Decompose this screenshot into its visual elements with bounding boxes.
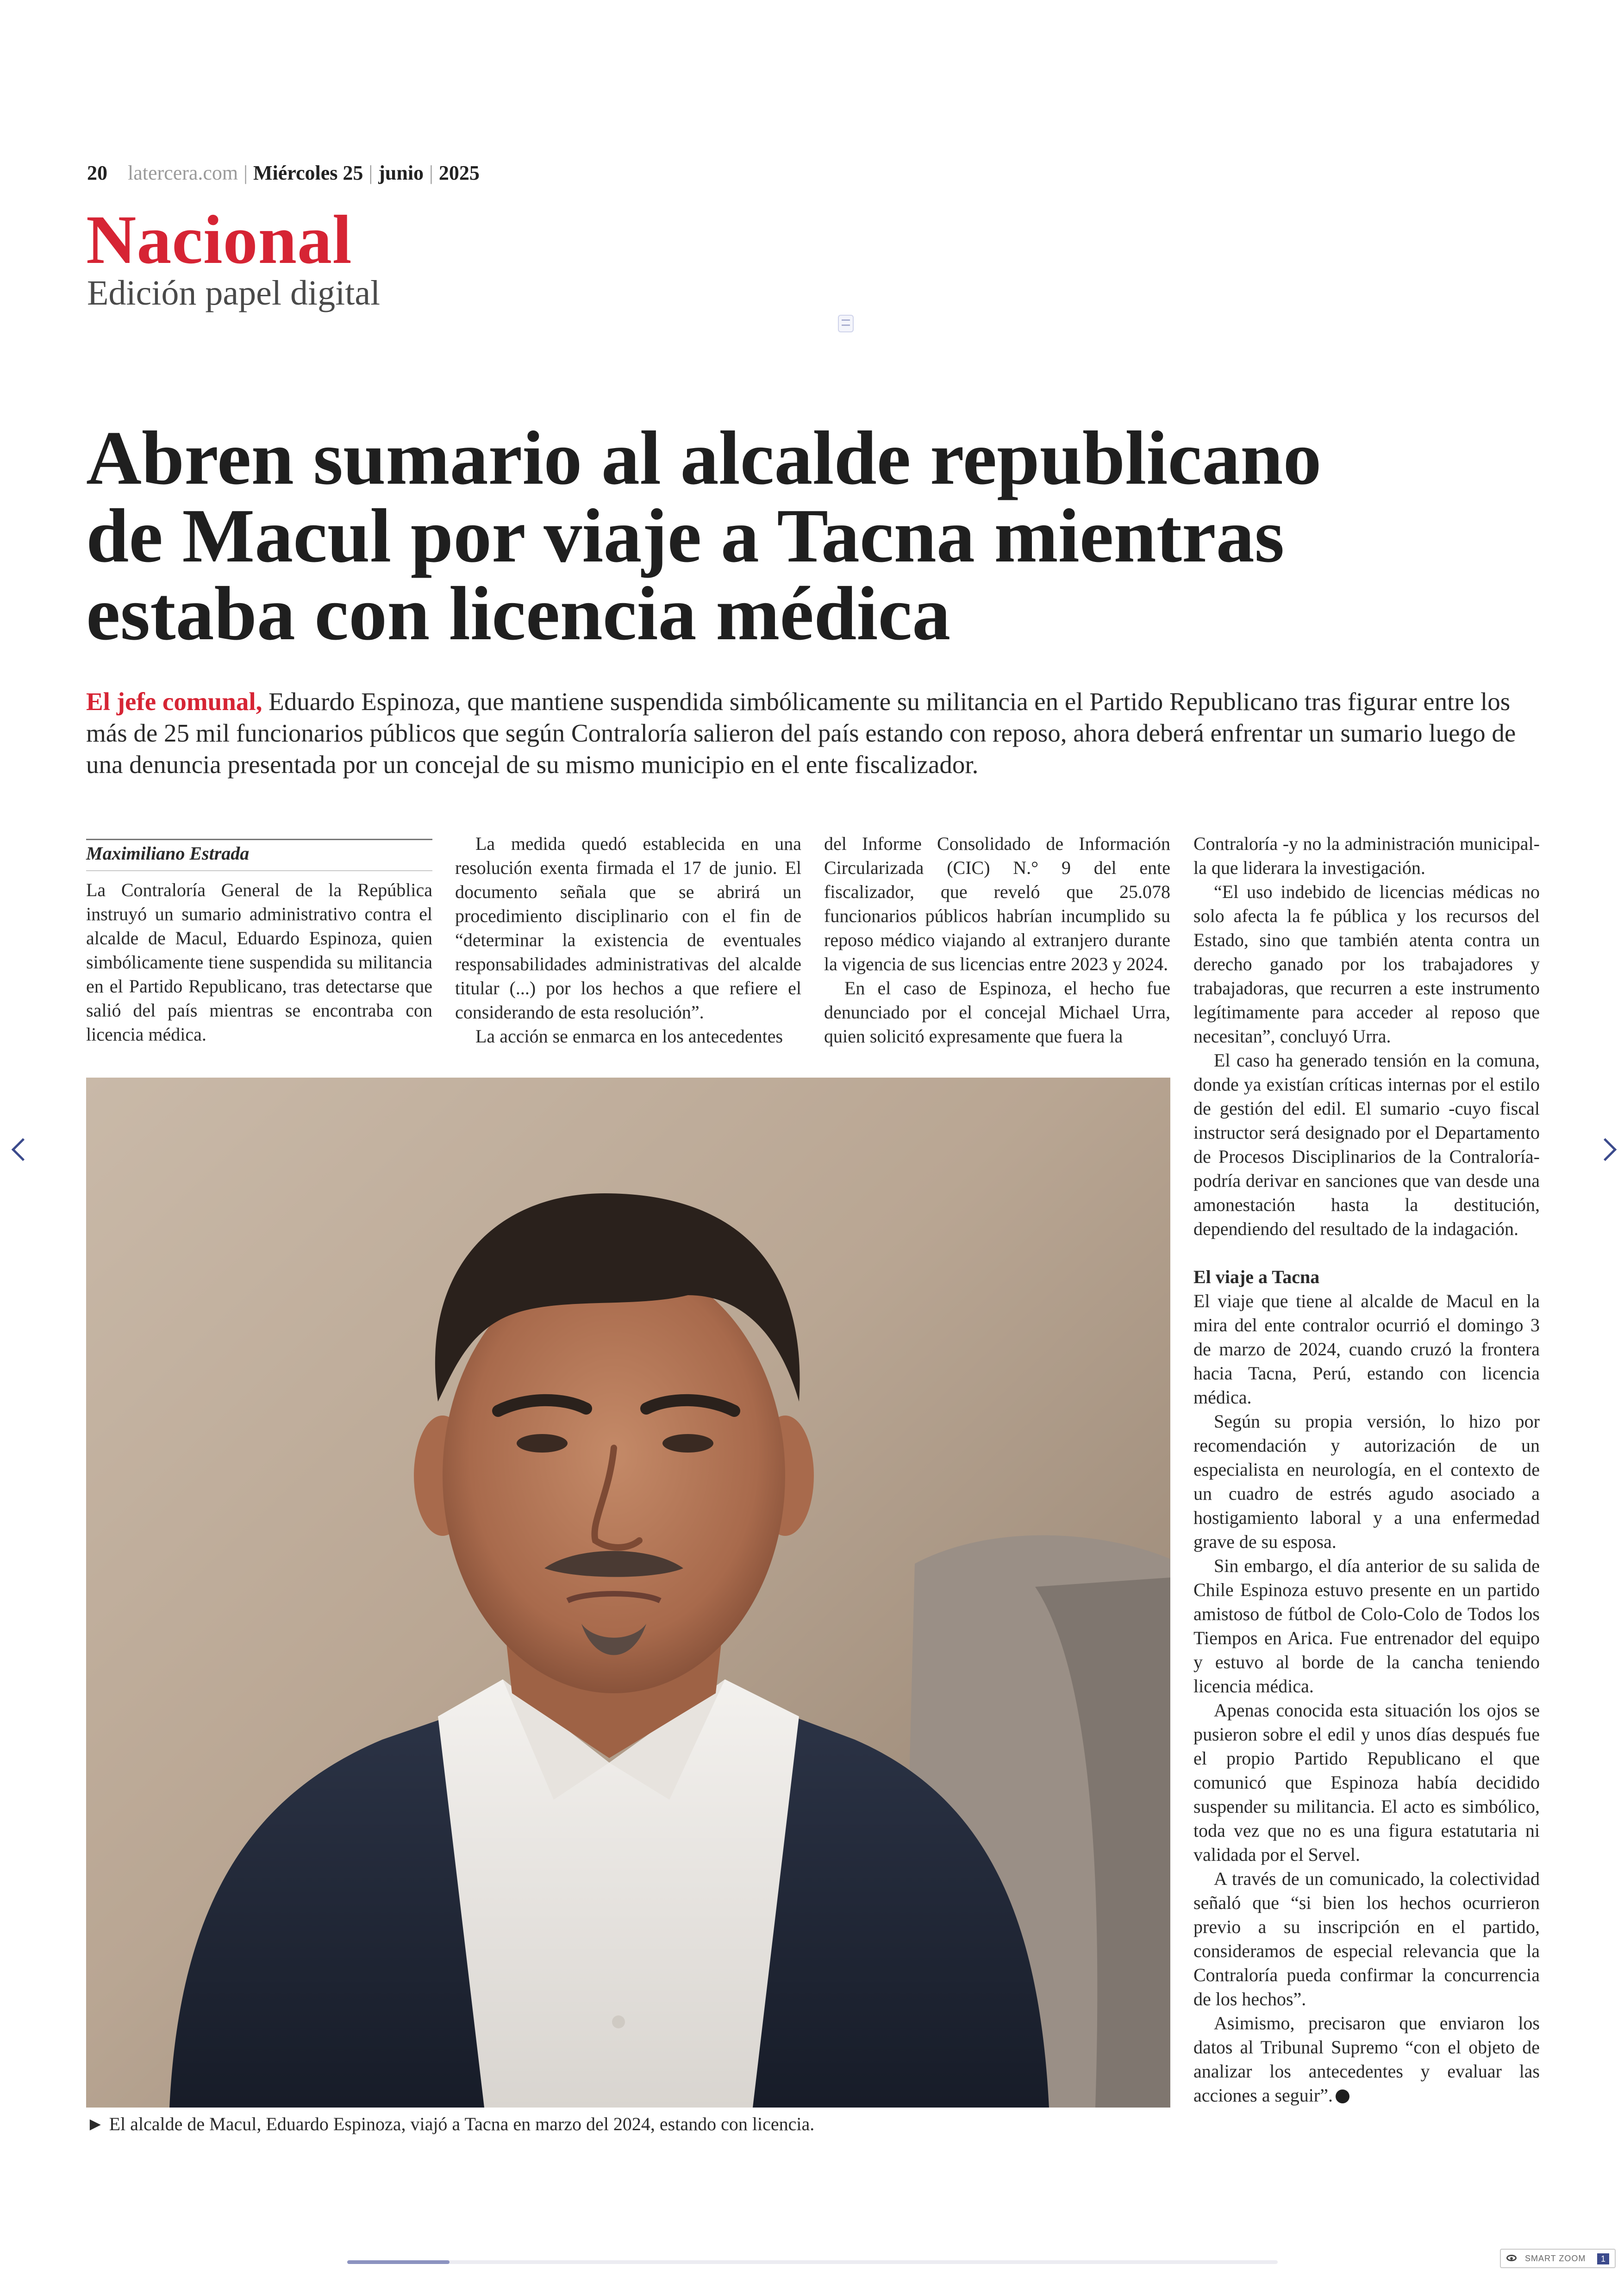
body-paragraph: del Informe Consolidado de Información Circularizada (CIC) N.° 9 del ente fiscalizador, que reveló que 25.078 funcionarios públicos habrían incumplido su reposo médico viajando al extranjero durante la vigencia de sus licencias entre 2023 y 2024.	[824, 833, 1170, 974]
body-paragraph: La medida quedó establecida en una resolución exenta firmada el 17 de junio. El documento señala que se abrirá un procedimiento disciplinario con el fin de “determinar la existencia de eventuales responsabilidades administrativas del alcalde titular (...) por los hechos a que refiere el considerando de esta resolución”.	[455, 833, 801, 1023]
chevron-left-icon[interactable]	[12, 1138, 34, 1161]
portrait-illustration	[86, 1078, 1170, 2108]
body-column-2	[455, 832, 801, 1048]
body-paragraph: Sin embargo, el día anterior de su salida de Chile Espinoza estuvo presente en un partido amistoso de fútbol de Colo-Colo de Todos los Tiempos en Arica. Fue entrenador del equipo y estuvo al borde de la cancha teniendo licencia médica.	[1193, 1555, 1540, 1696]
body-paragraph: Según su propia versión, lo hizo por recomendación y autorización de un especialista en neurología, en el contexto de un cuadro de estrés agudo asociado a hostigamiento laboral y a una enfermedad grave de su esposa.	[1193, 1411, 1540, 1552]
page-progress-fill	[347, 2260, 450, 2264]
lead-kicker: El jefe comunal,	[86, 687, 262, 716]
meta-separator: |	[429, 162, 433, 184]
body-paragraph: Contraloría -y no la administración municipal- la que liderara la investigación.	[1193, 833, 1540, 878]
site-name: latercera.com	[128, 162, 238, 184]
byline: Maximiliano Estrada	[86, 843, 250, 864]
body-column-3	[824, 832, 1170, 1048]
chevron-right-icon[interactable]	[1594, 1138, 1617, 1161]
section-title: Nacional	[86, 201, 352, 278]
eye-icon	[1506, 2255, 1517, 2261]
headline-line: estaba con licencia médica	[86, 571, 951, 656]
body-paragraph: A través de un comunicado, la colectividad señaló que “si bien los hechos ocurrieron previo a su inscripción en el partido, consideramos de especial relevancia que la Contraloría pueda confirmar la concurrencia de los hechos”.	[1193, 1868, 1540, 2009]
article-headline	[86, 415, 1544, 656]
date-weekday: Miércoles 25	[253, 162, 363, 184]
article-subhead: El viaje a Tacna	[1193, 1266, 1320, 1287]
meta-separator: |	[244, 162, 248, 184]
body-paragraph	[1193, 2011, 1540, 2108]
lead-text: Eduardo Espinoza, que mantiene suspendida simbólicamente su militancia en el Partido Republicano tras figurar entre los más de 25 mil funcionarios públicos que según Contraloría salieron del país estando con reposo, ahora deberá enfrentar un sumario luego de una denuncia presentada por un concejal de su mismo municipio en el ente fiscalizador.	[86, 687, 1516, 779]
article-lead	[86, 686, 1544, 780]
page-indicator: 1	[1597, 2253, 1609, 2264]
body-paragraph-text: Asimismo, precisaron que enviaron los datos al Tribunal Supremo “con el objeto de analizar los antecedentes y evaluar las acciones a seguir”.	[1193, 2013, 1540, 2106]
date-year: 2025	[438, 162, 480, 184]
page-number: 20	[87, 162, 107, 184]
date-month: junio	[378, 162, 424, 184]
body-paragraph: La acción se enmarca en los antecedentes	[475, 1026, 783, 1047]
byline-rule	[86, 839, 432, 840]
issue-meta-line	[87, 159, 480, 187]
note-icon[interactable]	[838, 315, 854, 332]
page-progress-track[interactable]	[347, 2260, 1278, 2264]
body-paragraph: El viaje que tiene al alcalde de Macul en la mira del ente contralor ocurrió el domingo 3 de marzo de 2024, cuando cruzó la frontera hacia Tacna, Perú, estando con licencia médica.	[1193, 1291, 1540, 1408]
smart-zoom-button[interactable]	[1500, 2249, 1616, 2268]
body-paragraph: La Contraloría General de la República instruyó un sumario administrativo contra el alcalde de Macul, Eduardo Espinoza, quien simbólicamente tiene suspendida su militancia en el Partido Republicano, tras detectarse que salió del país mientras se encontraba con licencia médica.	[86, 879, 432, 1045]
body-column-4	[1193, 832, 1540, 2108]
article-photo	[86, 1078, 1170, 2108]
photo-caption: ► El alcalde de Macul, Eduardo Espinoza, viajó a Tacna en marzo del 2024, estando con licencia.	[86, 2114, 815, 2134]
body-column-1	[86, 878, 432, 1047]
body-paragraph: Apenas conocida esta situación los ojos se pusieron sobre el edil y unos días después fue el propio Partido Republicano el que comunicó que Espinoza había decidido suspender su militancia. El acto es simbólico, toda vez que no es una figura estatutaria ni validada por el Servel.	[1193, 1700, 1540, 1865]
headline-line: de Macul por viaje a Tacna mientras	[86, 493, 1285, 578]
body-paragraph: El caso ha generado tensión en la comuna, donde ya existían críticas internas por el estilo de gestión del edil. El sumario -cuyo fiscal instructor será designado por el Departamento de Procesos Disciplinarios de la Contraloría- podría derivar en sanciones que van desde una amonestación hasta la destitución, dependiendo del resultado de la indagación.	[1193, 1050, 1540, 1239]
body-paragraph: En el caso de Espinoza, el hecho fue denunciado por el concejal Michael Urra, quien solicitó expresamente que fuera la	[824, 978, 1170, 1047]
edition-label: Edición papel digital	[87, 274, 381, 312]
byline-rule	[86, 870, 432, 871]
smart-zoom-label: SMART ZOOM	[1525, 2254, 1586, 2263]
headline-line: Abren sumario al alcalde republicano	[86, 415, 1322, 500]
end-of-article-mark	[1336, 2089, 1349, 2103]
meta-separator: |	[369, 162, 373, 184]
body-paragraph: “El uso indebido de licencias médicas no solo afecta la fe pública y los recursos del Estado, sino que también atenta contra un derecho ganado por los trabajadores y trabajadoras, que recurren a este instrumento legítimamente para acceder al reposo que necesitan”, concluyó Urra.	[1193, 881, 1540, 1047]
